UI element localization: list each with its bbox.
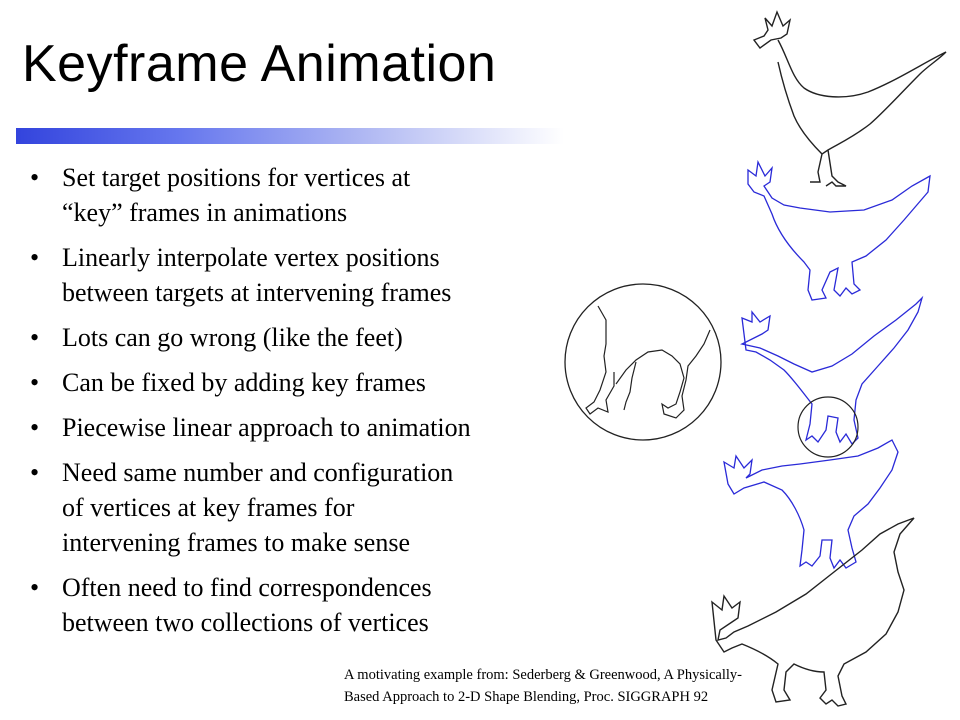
bullet-dot-icon: • bbox=[30, 368, 40, 397]
bullet-text: “key” frames in animations bbox=[62, 198, 348, 227]
bullet-dot-icon: • bbox=[30, 163, 40, 192]
citation-text bbox=[344, 664, 764, 708]
bullet-dot-icon: • bbox=[30, 323, 40, 352]
bullet-dot-icon: • bbox=[30, 243, 40, 272]
bullet-text: intervening frames to make sense bbox=[62, 528, 410, 557]
bullet-dot-icon: • bbox=[30, 413, 40, 442]
zoom-connector bbox=[707, 404, 798, 427]
rooster-interpolated-3-icon bbox=[724, 440, 898, 568]
rooster-keyframe-top-icon bbox=[754, 12, 946, 186]
citation-line: Based Approach to 2-D Shape Blending, Proc. SIGGRAPH 92 bbox=[344, 689, 709, 705]
zoom-marker-circle bbox=[798, 397, 858, 457]
rooster-interpolated-2-icon bbox=[742, 298, 922, 444]
bullet-text: between targets at intervening frames bbox=[62, 278, 452, 307]
bullet-text: between two collections of vertices bbox=[62, 608, 429, 637]
bullet-text: Often need to find correspondences bbox=[62, 573, 432, 602]
feet-closeup-icon bbox=[565, 284, 721, 440]
bullet-text: Linearly interpolate vertex positions bbox=[62, 243, 440, 272]
bullet-text: Piecewise linear approach to animation bbox=[62, 413, 471, 442]
bullet-text: Set target positions for vertices at bbox=[62, 163, 411, 192]
citation-line: A motivating example from: Sederberg & Greenwood, A Physically- bbox=[344, 667, 743, 683]
bullet-dot-icon: • bbox=[30, 573, 40, 602]
bullet-text: of vertices at key frames for bbox=[62, 493, 355, 522]
slide-title: Keyframe Animation bbox=[22, 35, 497, 93]
bullet-text: Can be fixed by adding key frames bbox=[62, 368, 426, 397]
bullet-text: Need same number and configuration bbox=[62, 458, 454, 487]
bullet-text: Lots can go wrong (like the feet) bbox=[62, 323, 403, 352]
bullet-dot-icon: • bbox=[30, 458, 40, 487]
